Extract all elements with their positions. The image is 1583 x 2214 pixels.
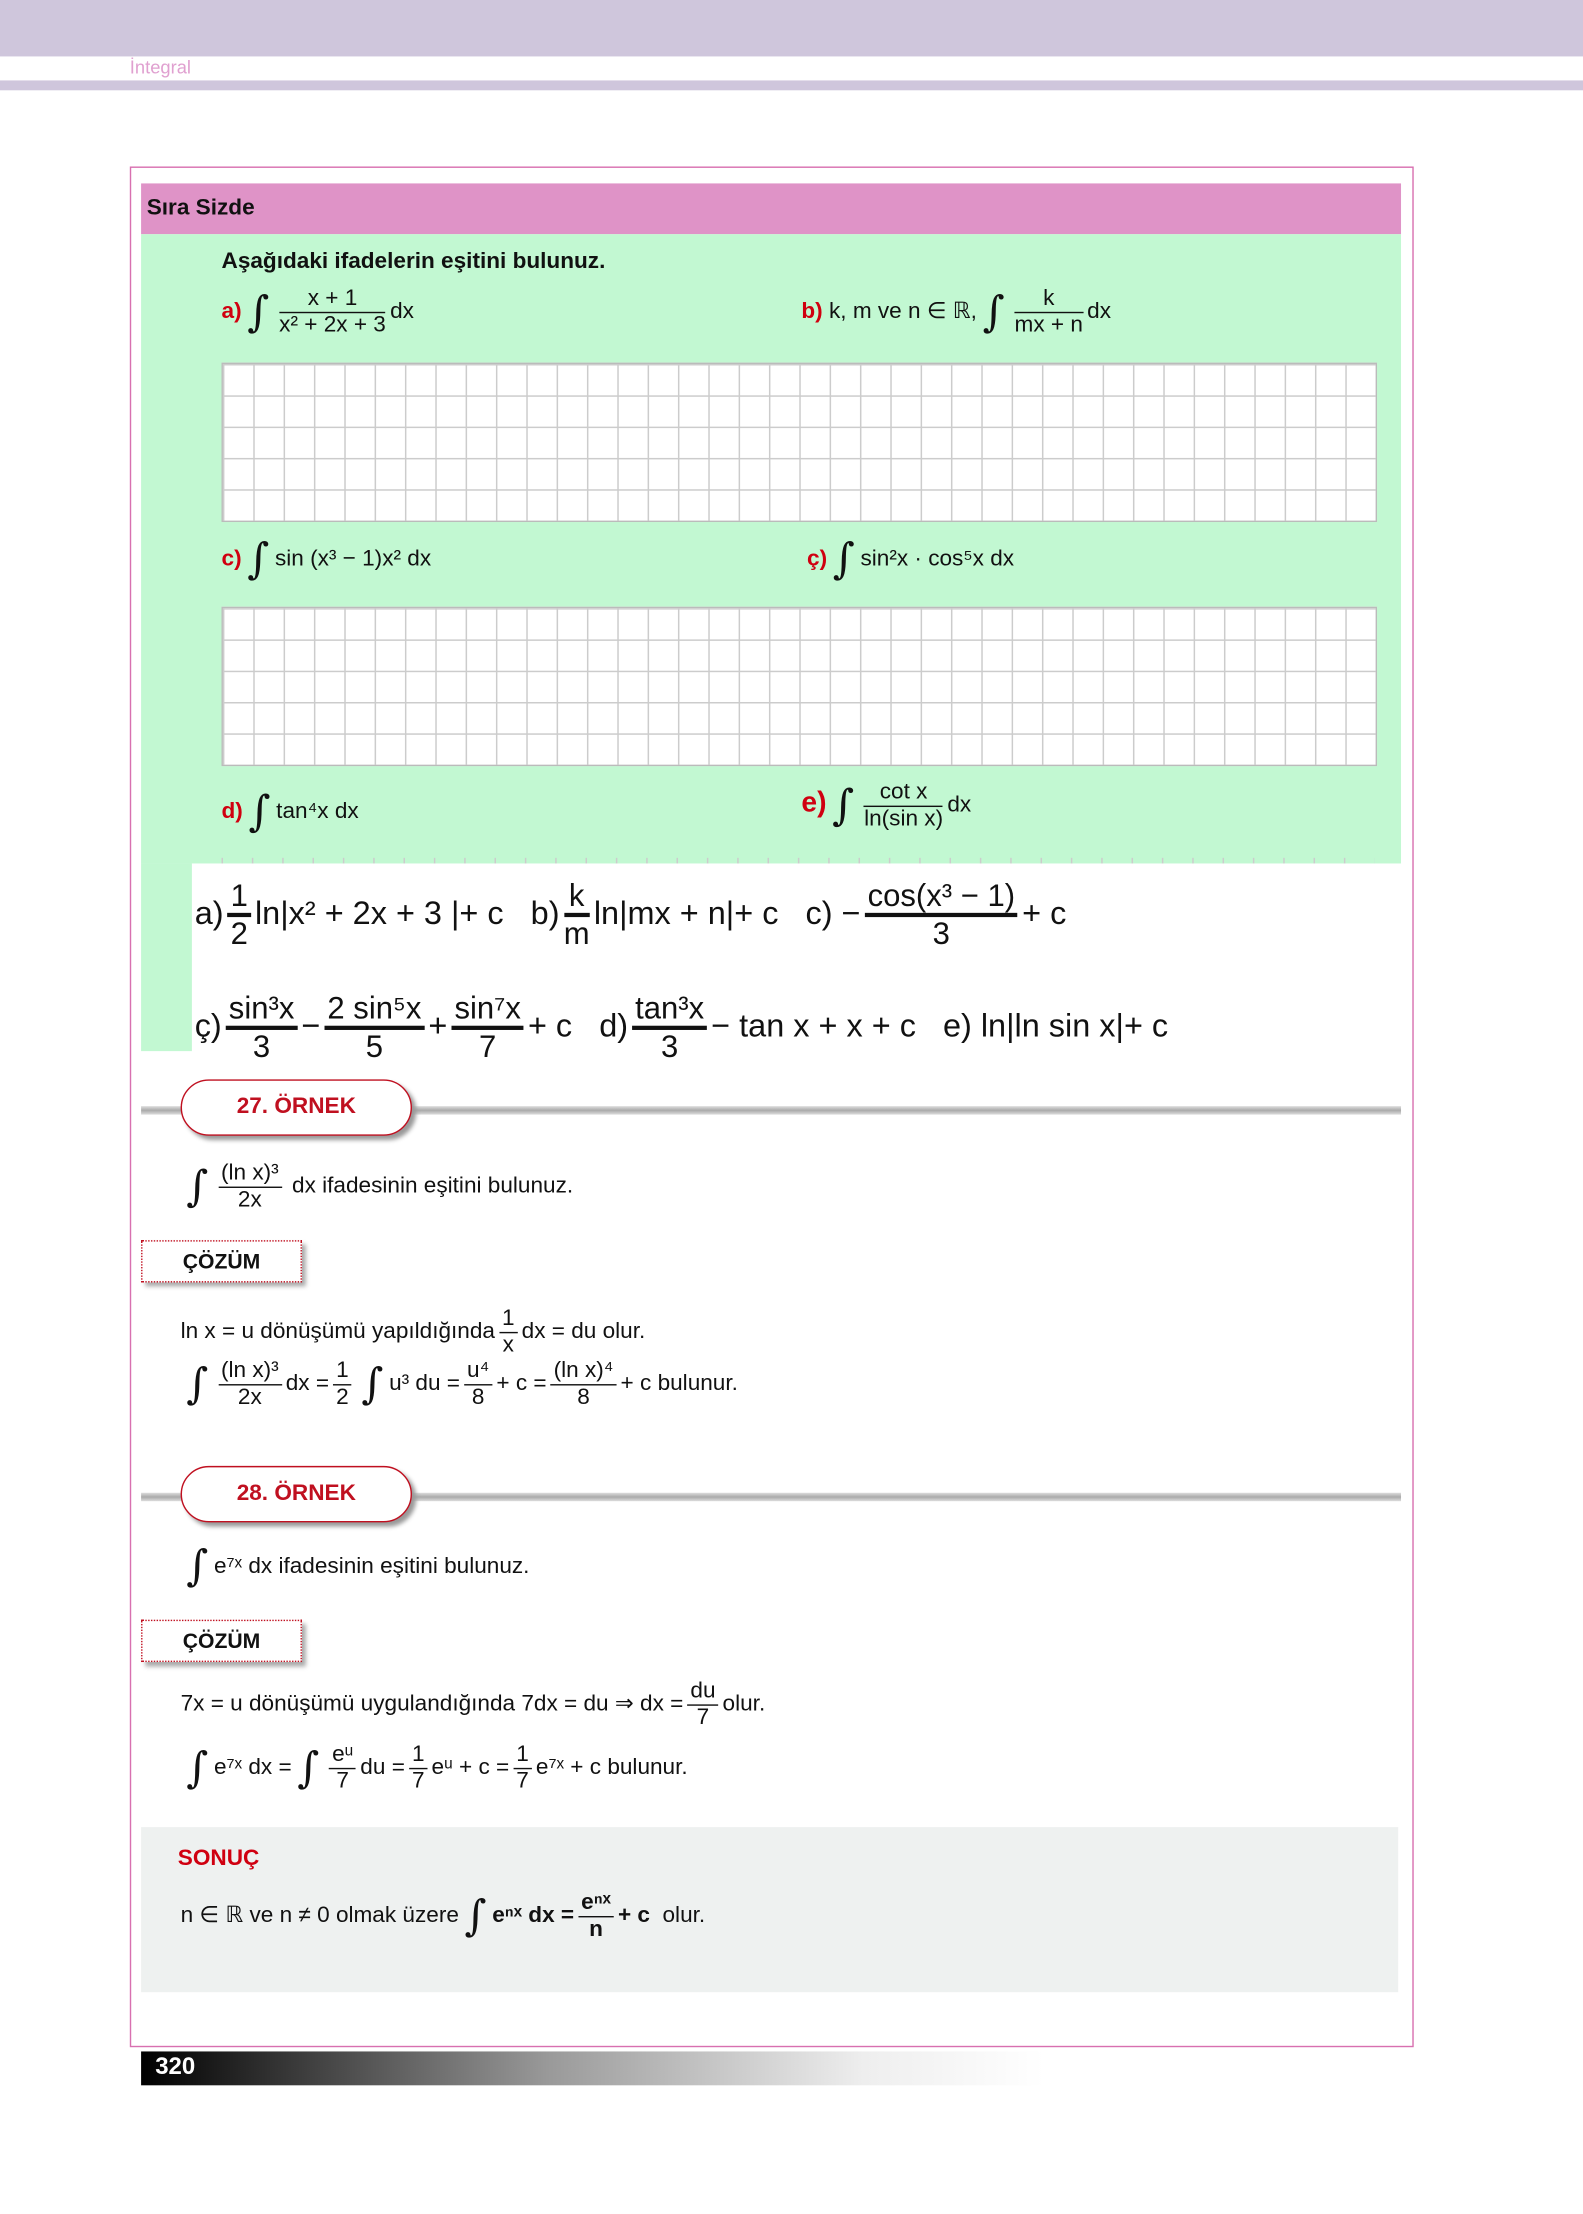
answer-grid-2 — [222, 607, 1378, 766]
text: 7x = u dönüşümü uygulandığında 7dx = du ⇒ dx = — [180, 1692, 684, 1717]
text: olur. — [662, 1903, 706, 1928]
denominator: ln(sin x) — [864, 806, 944, 831]
denominator: m — [563, 915, 590, 952]
denominator: 2 — [336, 1384, 349, 1409]
integral-sign: ∫ — [982, 287, 1005, 337]
denominator: 7 — [479, 1028, 497, 1065]
answer-c-cedilla: + c — [527, 1007, 573, 1044]
result-title: SONUÇ — [177, 1846, 260, 1871]
problem-label: b) — [801, 299, 823, 324]
integral-sign: ∫ — [297, 1743, 320, 1793]
numerator: sin³x — [226, 992, 297, 1030]
text: + c = — [496, 1371, 547, 1396]
fraction — [452, 992, 524, 1064]
tail: dx — [947, 793, 972, 818]
question-text: dx ifadesinin eşitini bulunuz. — [292, 1174, 574, 1199]
text: u³ du = — [389, 1371, 460, 1396]
fraction — [865, 879, 1018, 951]
integral-sign: ∫ — [186, 1743, 209, 1793]
integral-sign: ∫ — [832, 781, 855, 831]
fraction — [688, 1679, 719, 1730]
problem-d — [222, 787, 359, 836]
answer-grid-1 — [222, 363, 1378, 522]
text: dx = du olur. — [521, 1319, 646, 1344]
fraction — [228, 879, 251, 951]
constant: + c — [617, 1903, 650, 1928]
solution-line-1 — [181, 1306, 646, 1357]
expression: tan⁴x dx — [276, 799, 359, 824]
text: ln x = u dönüşümü yapıldığında — [180, 1319, 495, 1344]
text: du = — [360, 1755, 405, 1780]
answer-label: a) — [194, 894, 224, 931]
fraction — [409, 1742, 427, 1793]
denominator: 8 — [471, 1384, 485, 1409]
problem-c-cedilla — [807, 535, 1014, 584]
answer-d: − tan x + x + c — [711, 1007, 916, 1044]
numerator: cos(x³ − 1) — [865, 879, 1018, 917]
sira-sizde-title: Sıra Sizde — [146, 196, 255, 221]
fraction — [1015, 286, 1083, 337]
answer-grid-3-top — [222, 858, 1375, 864]
fraction — [218, 1161, 281, 1212]
fraction — [551, 1359, 617, 1410]
fraction — [279, 286, 386, 337]
operator: + — [428, 1007, 448, 1044]
fraction — [632, 992, 707, 1064]
problem-e — [801, 780, 971, 831]
numerator: 1 — [409, 1742, 427, 1768]
problem-b — [801, 286, 1111, 337]
chapter-title: İntegral — [129, 56, 192, 78]
integral-sign: ∫ — [186, 1162, 209, 1212]
numerator: (ln x)³ — [218, 1359, 281, 1385]
denominator: 8 — [577, 1384, 590, 1409]
denominator: 7 — [336, 1768, 349, 1793]
fraction — [325, 992, 425, 1064]
numerator: u⁴ — [464, 1359, 492, 1385]
text: e⁷ˣ + c bulunur. — [535, 1755, 688, 1780]
solution-label: ÇÖZÜM — [141, 1620, 302, 1662]
solution-line-2 — [181, 1359, 738, 1410]
denominator: 3 — [252, 1028, 271, 1065]
text: dx = — [285, 1371, 330, 1396]
text: olur. — [722, 1692, 766, 1717]
integral-sign: ∫ — [247, 534, 270, 585]
denominator: mx + n — [1014, 312, 1083, 337]
denominator: n — [589, 1916, 603, 1941]
integral-sign: ∫ — [464, 1891, 487, 1941]
example-28-title: 28. ÖRNEK — [181, 1466, 412, 1522]
example-28-question — [181, 1542, 530, 1591]
text: + c bulunur. — [620, 1371, 738, 1396]
example-27-title: 27. ÖRNEK — [181, 1079, 412, 1135]
answer-label: c) — [805, 894, 833, 931]
question-text: e⁷ˣ dx ifadesinin eşitini bulunuz. — [213, 1554, 530, 1579]
denominator: 7 — [411, 1768, 425, 1793]
formula-lhs: eⁿˣ dx = — [492, 1903, 575, 1928]
answer-a: ln|x² + 2x + 3 |+ c — [254, 894, 504, 931]
integral-sign: ∫ — [186, 1542, 209, 1592]
fraction — [564, 879, 590, 951]
denominator: 7 — [516, 1768, 529, 1793]
answers-row-1 — [195, 879, 1067, 951]
denominator: 2x — [237, 1384, 262, 1409]
fraction — [333, 1359, 351, 1410]
text: eᵘ + c = — [431, 1755, 510, 1780]
numerator: (ln x)⁴ — [551, 1359, 617, 1385]
instruction: Aşağıdaki ifadelerin eşitini bulunuz. — [221, 249, 606, 274]
fraction — [864, 780, 943, 831]
solution-label: ÇÖZÜM — [141, 1240, 302, 1282]
integral-sign: ∫ — [248, 787, 271, 837]
numerator: 1 — [228, 879, 251, 917]
denominator: x — [502, 1332, 514, 1357]
exercise-panel-edge — [141, 863, 192, 1051]
minus: − — [841, 894, 861, 931]
header-stripe — [0, 80, 1583, 90]
solution-line-1 — [181, 1679, 766, 1730]
result-text — [181, 1891, 706, 1942]
problem-label: a) — [221, 299, 242, 324]
problem-label: ç) — [807, 547, 828, 572]
example-27-question — [181, 1161, 574, 1212]
integral-sign: ∫ — [186, 1359, 209, 1409]
integral-sign: ∫ — [832, 534, 855, 585]
problem-label: e) — [801, 787, 827, 819]
denominator: 3 — [660, 1028, 679, 1065]
denominator: 2 — [230, 915, 248, 952]
numerator: k — [564, 879, 590, 917]
expression: sin (x³ − 1)x² dx — [274, 547, 432, 572]
fraction — [226, 992, 297, 1064]
text: n ∈ ℝ ve n ≠ 0 olmak üzere — [180, 1903, 459, 1928]
numerator: 1 — [513, 1742, 531, 1768]
answer-label: ç) — [194, 1007, 222, 1044]
denominator: 7 — [696, 1705, 710, 1730]
page-number: 320 — [155, 2052, 196, 2080]
fraction — [578, 1891, 613, 1942]
expression: sin²x · cos⁵x dx — [860, 547, 1015, 572]
answer-label: e) — [942, 1007, 972, 1044]
top-band — [0, 0, 1583, 56]
answer-label: b) — [530, 894, 560, 931]
answer-b: ln|mx + n|+ c — [593, 894, 779, 931]
denominator: 5 — [365, 1028, 384, 1065]
text: e⁷ˣ dx = — [213, 1755, 292, 1780]
operator: − — [301, 1007, 321, 1044]
solution-line-2 — [181, 1742, 688, 1793]
numerator: (ln x)³ — [218, 1161, 281, 1187]
numerator: eᵘ — [329, 1742, 356, 1768]
prefix: k, m ve n ∈ ℝ, — [828, 299, 977, 324]
numerator: 2 sin⁵x — [325, 992, 425, 1030]
numerator: k — [1015, 286, 1083, 312]
tail: dx — [1087, 299, 1111, 324]
numerator: 1 — [499, 1306, 517, 1332]
problem-c — [222, 535, 432, 584]
denominator: 2x — [237, 1187, 262, 1212]
answer-c: + c — [1022, 894, 1067, 931]
fraction — [513, 1742, 531, 1793]
fraction — [218, 1359, 281, 1410]
numerator: x + 1 — [279, 286, 386, 312]
problem-a — [222, 286, 414, 337]
integral-sign: ∫ — [247, 287, 270, 337]
numerator: sin⁷x — [452, 992, 524, 1030]
numerator: eⁿˣ — [578, 1891, 613, 1917]
answers-row-2 — [195, 992, 1168, 1064]
integral-sign: ∫ — [361, 1359, 384, 1409]
numerator: du — [688, 1679, 719, 1705]
problem-label: d) — [221, 799, 243, 824]
denominator: 3 — [932, 915, 950, 952]
problem-label: c) — [221, 547, 242, 572]
denominator: x² + 2x + 3 — [279, 312, 386, 337]
answer-e: ln|ln sin x|+ c — [980, 1007, 1169, 1044]
sira-sizde-header — [141, 183, 1401, 234]
fraction — [464, 1359, 492, 1410]
fraction — [329, 1742, 356, 1793]
numerator: cot x — [864, 780, 943, 806]
tail: dx — [390, 299, 414, 324]
numerator: tan³x — [632, 992, 707, 1030]
answer-label: d) — [599, 1007, 629, 1044]
numerator: 1 — [333, 1359, 351, 1385]
fraction — [499, 1306, 517, 1357]
page-number-bar — [141, 2051, 1044, 2085]
